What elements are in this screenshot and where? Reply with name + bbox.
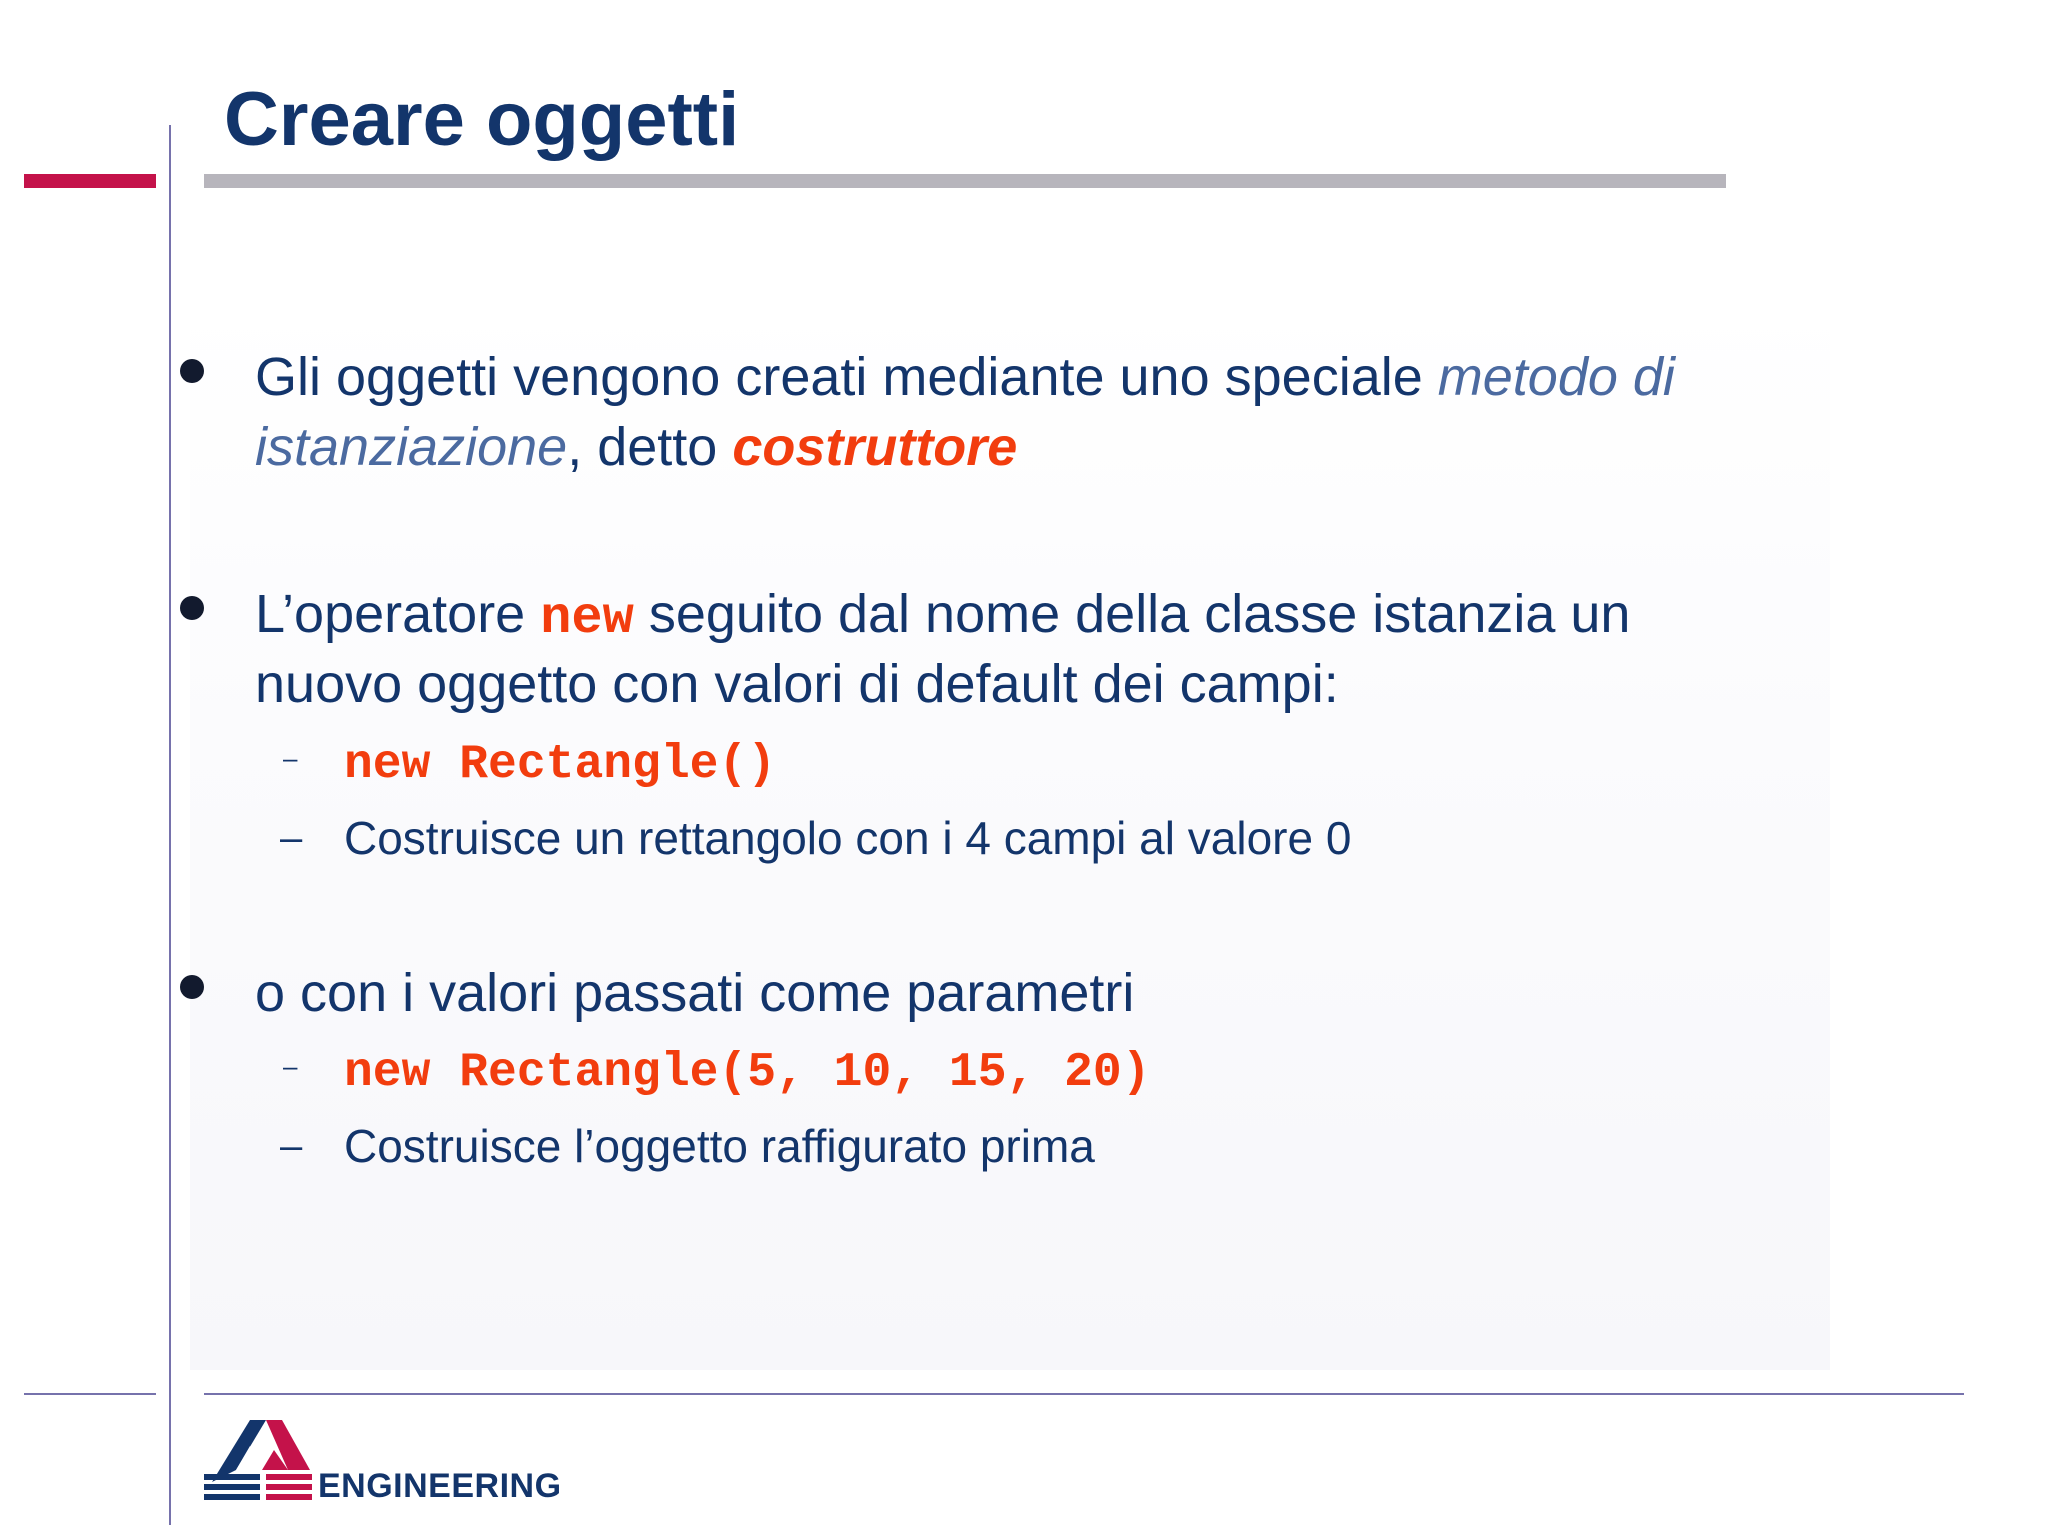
code-new-rectangle: new Rectangle() (344, 738, 777, 792)
bullet-2-text-prefix: L’operatore (255, 584, 541, 644)
bullet-1-line-2 (255, 412, 1017, 482)
vertical-rule (169, 125, 171, 1525)
logo-wordmark: ENGINEERING (318, 1467, 562, 1505)
bullet-3-line-1: o con i valori passati come parametri (255, 963, 1135, 1023)
bullet-dot-2 (180, 596, 204, 620)
bullet-1-text-middle: , detto (567, 417, 733, 477)
bullet-1-line-1 (255, 342, 1675, 412)
sub-dash-3-1: – (283, 1051, 298, 1081)
sub-dash-2-1: – (283, 743, 298, 773)
code-new-rectangle-params: new Rectangle(5, 10, 15, 20) (344, 1046, 1151, 1100)
sub-dash-2-2: – (280, 816, 303, 860)
bullet-1-term-metodo: metodo di (1437, 347, 1675, 407)
bullet-1-term-istanziazione: istanziazione (255, 417, 568, 477)
sub-text-2-2: Costruisce un rettangolo con i 4 campi al valore 0 (344, 812, 1352, 864)
footer-rule-left (24, 1393, 156, 1395)
title-underline-bar (204, 174, 1726, 188)
bullet-1-term-costruttore: costruttore (732, 417, 1018, 477)
bullet-2-text-suffix: seguito dal nome della classe istanzia un (633, 584, 1631, 644)
footer-rule (204, 1393, 1964, 1395)
bullet-dot-1 (180, 359, 204, 383)
bullet-1-text: Gli oggetti vengono creati mediante uno speciale (255, 347, 1438, 407)
bullet-2-line-1 (255, 579, 1630, 654)
sub-text-3-2: Costruisce l’oggetto raffigurato prima (344, 1120, 1095, 1172)
page-title: Creare oggetti (224, 77, 740, 162)
sub-dash-3-2: – (280, 1124, 303, 1168)
title-accent-bar (24, 174, 156, 188)
bullet-2-code-new: new (540, 589, 634, 648)
bullet-2-line-2: nuovo oggetto con valori di default dei campi: (255, 654, 1339, 714)
bullet-dot-3 (180, 975, 204, 999)
